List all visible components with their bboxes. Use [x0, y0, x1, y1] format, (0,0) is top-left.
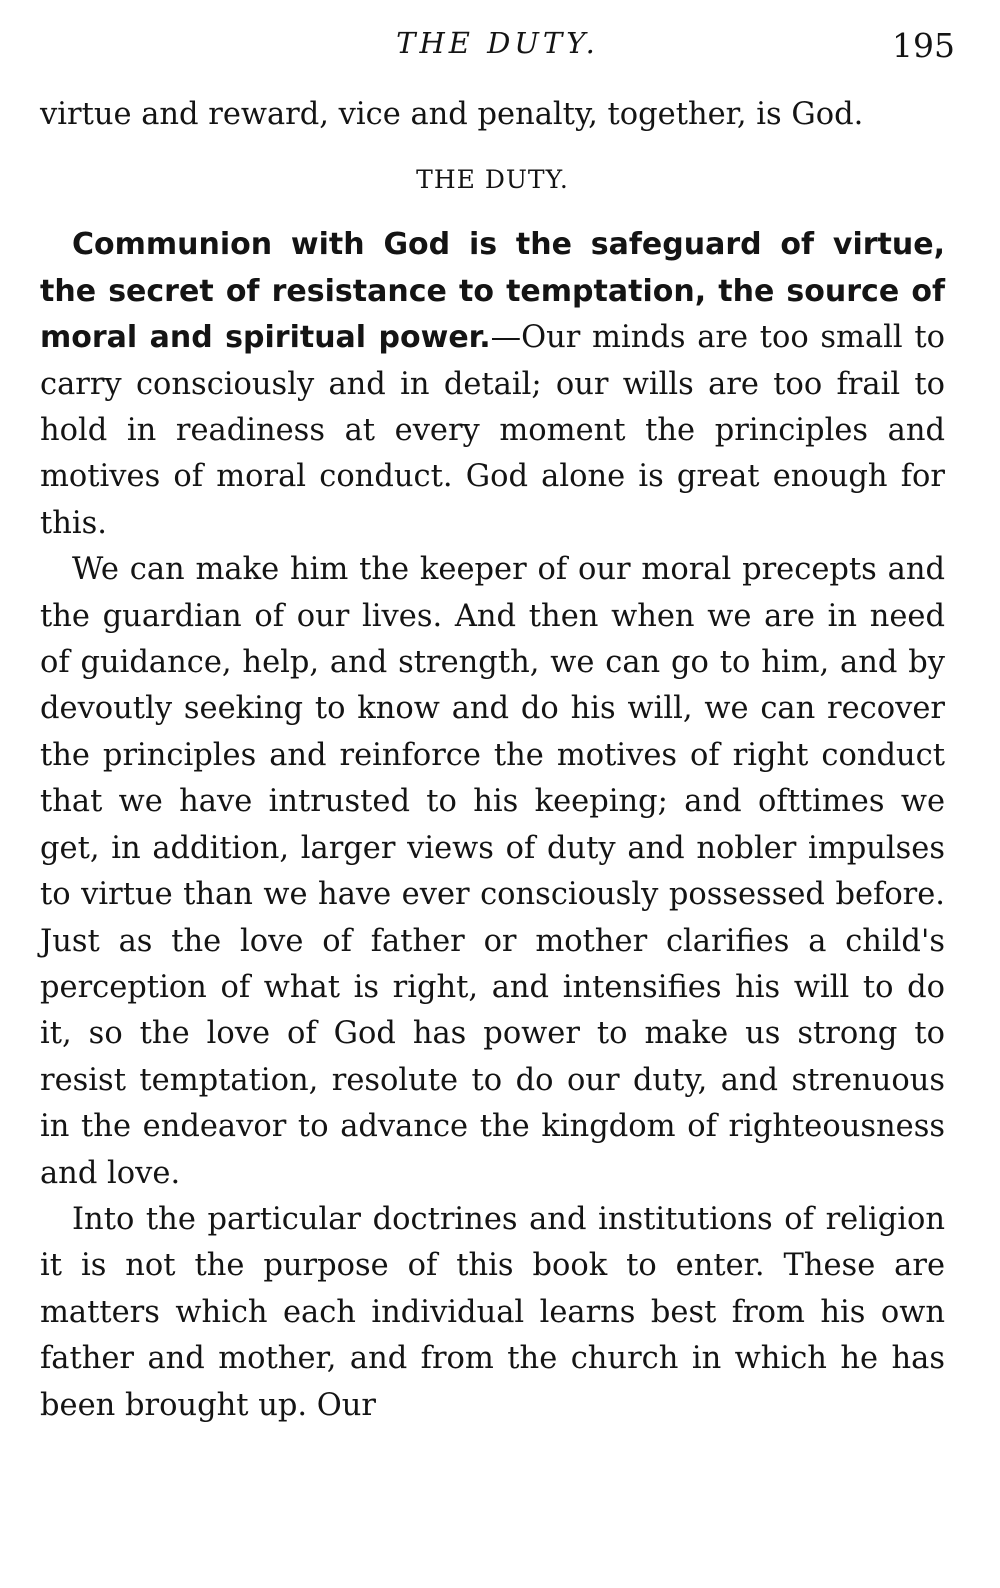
- paragraph-2: We can make him the keeper of our moral precepts and the guardian of our lives. And then when we are in need of guidance, help, and strength, we can go to him, and by devoutly seeking to know and do his will, we can recover the principles and reinforce the motives of right conduct that we have intrusted to his keeping; and ofttimes we get, in addition, larger views of duty and nobler impulses to virtue than we have ever consciously possessed before. Just as the love of father or mother clarifies a child's perception of what is right, and intensifies his will to do it, so the love of God has power to make us strong to resist temptation, resolute to do our duty, and strenuous in the endeavor to advance the kingdom of righteousness and love.: [40, 552, 945, 1191]
- running-head: [40, 22, 955, 70]
- section-heading: THE DUTY.: [416, 165, 569, 195]
- running-title: THE DUTY.: [396, 26, 599, 60]
- paragraph-1: [40, 222, 945, 547]
- body-text: [40, 92, 945, 1429]
- paragraph-1-body: —Our minds are too small to carry consciously and in detail; our wills are too frail to hold in readiness at every moment the principles and motives of moral conduct. God alone is great enough for this.: [40, 320, 945, 541]
- page-number: 195: [892, 26, 955, 65]
- paragraph-1-lead: Communion with God is the safeguard of virtue, the secret of resistance to temptation, the source of moral and spiritual power.: [40, 227, 945, 356]
- paragraph-3: Into the particular doctrines and institutions of religion it is not the purpose of this book to enter. These are matters which each individual learns best from his own father and mother, and from the church in which he has been brought up. Our: [40, 1201, 945, 1423]
- continuation-text: virtue and reward, vice and penalty, together, is God.: [40, 97, 864, 132]
